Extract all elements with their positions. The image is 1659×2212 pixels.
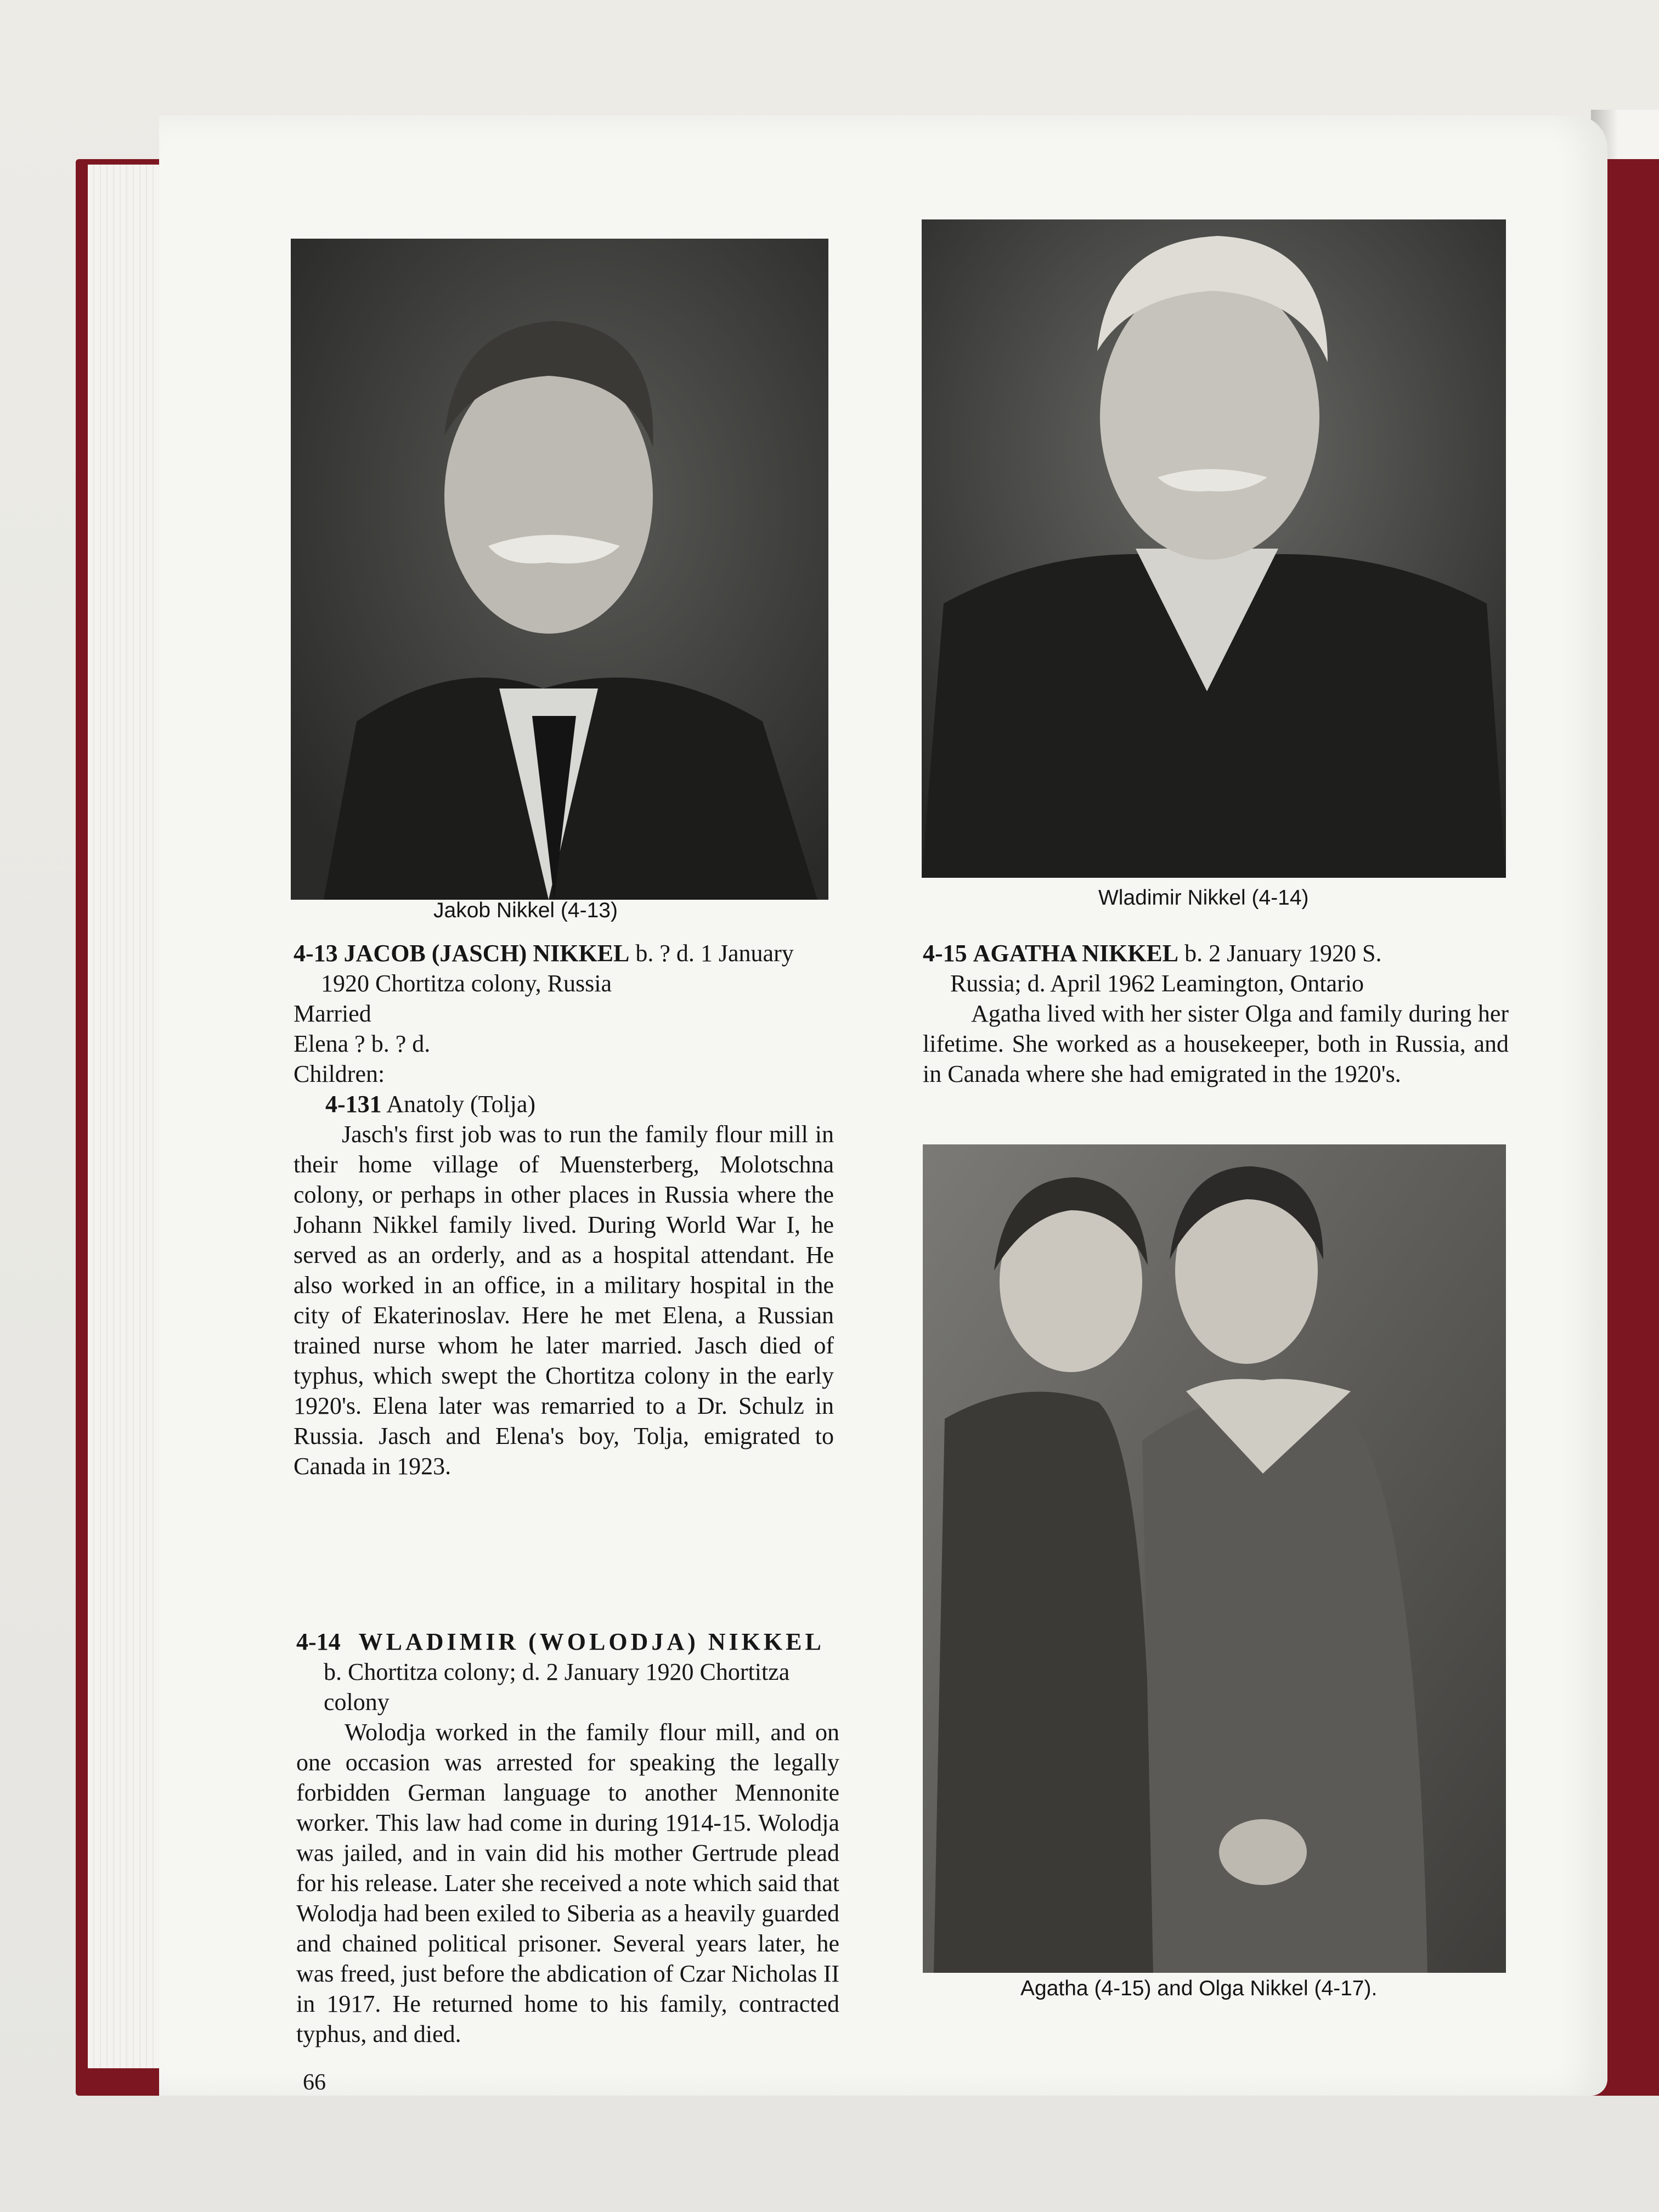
photo-jakob-nikkel: [291, 239, 828, 900]
portrait-image: [291, 239, 828, 900]
child-item: [294, 1089, 834, 1119]
entry-dates: b. Chortitza colony; d. 2 January 1920 Chortitza colony: [324, 1658, 790, 1716]
caption-jakob: Jakob Nikkel (4-13): [433, 899, 618, 922]
caption-agatha-olga: Agatha (4-15) and Olga Nikkel (4-17).: [1020, 1977, 1378, 2000]
entry-4-15: [923, 938, 1509, 1089]
spouse-line: Elena ? b. ? d.: [294, 1030, 431, 1057]
entry-code: 4-15: [923, 940, 967, 967]
caption-wladimir: Wladimir Nikkel (4-14): [1098, 886, 1309, 910]
entry-dates-continued: Russia; d. April 1962 Leamington, Ontario: [950, 970, 1364, 997]
entry-name: AGATHA NIKKEL: [973, 940, 1179, 967]
photo-agatha-and-olga-nikkel: [923, 1144, 1506, 1973]
child-name: Anatoly (Tolja): [386, 1091, 536, 1118]
entry-code: 4-13: [294, 940, 338, 967]
portrait-image: [923, 1144, 1506, 1973]
child-code: 4-131: [325, 1091, 382, 1118]
photo-wladimir-nikkel: [922, 219, 1506, 878]
entry-heading: [296, 1627, 839, 1657]
entry-name: JACOB (JASCH) NIKKEL: [343, 940, 630, 967]
entry-dates-continued: 1920 Chortitza colony, Russia: [321, 970, 612, 997]
children-label: Children:: [294, 1060, 385, 1087]
entry-biography: Wolodja worked in the family flour mill, and on one occasion was arrested for speaking the legally forbidden German language to another Mennonite worker. This law had come in during 1914-15. Wolodja was jailed, and in vain did his mother Gertrude plead for his release. Later she received a note which said that Wolodja had been exiled to Siberia as a heavily guarded and chained political prisoner. Several years later, he was freed, just before the abdication of Czar Nicholas II in 1917. He returned home to his family, contracted typhus, and died.: [296, 1719, 839, 2047]
entry-biography: Jasch's first job was to run the family flour mill in their home village of Muensterberg, Molotschna colony, or perhaps in other places in Russia where the Johann Nikkel family lived. During World War I, he served as an orderly, and as a hospital attendant. He also worked in an office, in a military hospital in the city of Ekaterinoslav. Here he met Elena, a Russian trained nurse whom he later married. Jasch died of typhus, which swept the Chortitza colony in the early 1920's. Elena later was remarried to a Dr. Schulz in Russia. Jasch and Elena's boy, Tolja, emigrated to Canada in 1923.: [294, 1121, 834, 1480]
entry-4-13: [294, 938, 834, 1481]
entry-code: 4-14: [296, 1628, 341, 1655]
portrait-image: [922, 219, 1506, 878]
entry-heading: [294, 938, 834, 968]
entry-dates: b. 2 January 1920 S.: [1184, 940, 1382, 967]
book-page: [159, 115, 1607, 2096]
married-label: Married: [294, 1000, 371, 1027]
entry-dates: b. ? d. 1 January: [635, 940, 794, 967]
entry-4-14: [296, 1627, 839, 2049]
page-number: 66: [303, 2070, 326, 2095]
entry-heading: [923, 938, 1509, 968]
entry-biography: Agatha lived with her sister Olga and family during her lifetime. She worked as a housekeeper, both in Russia, and in Canada where she had emigrated in the 1920's.: [923, 1000, 1509, 1087]
entry-name: WLADIMIR (WOLODJA) NIKKEL: [358, 1628, 825, 1655]
